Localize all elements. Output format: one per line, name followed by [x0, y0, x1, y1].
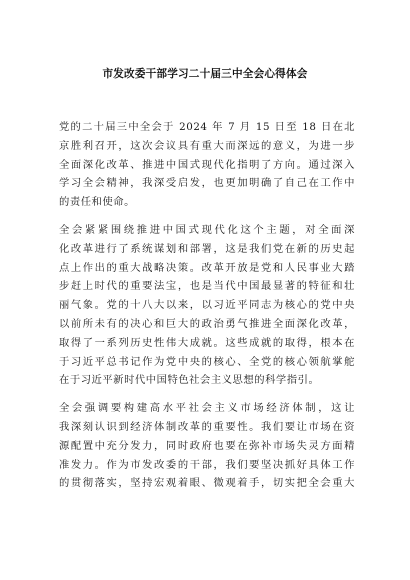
- text-line: 的责任和使命。: [59, 196, 135, 209]
- text-line: 在于习近平新时代中国特色社会主义思想的科学指引。: [59, 374, 320, 387]
- text-line: 全会紧紧围绕推进中国式现代化这个主题，对全面深: [59, 223, 355, 236]
- text-line: 全会强调要构建高水平社会主义市场经济体制，这让: [59, 402, 355, 415]
- text-line: 党的二十届三中全会于 2024 年 7 月 15 日至 18 日在北: [59, 121, 355, 133]
- text-line: 于习近平总书记作为党中央的核心、全党的核心领航掌舵: [59, 355, 355, 368]
- text-line: 化改革进行了系统谋划和部署，这是我们党在新的历史起: [59, 242, 355, 255]
- text-line: 丽气象。党的十八大以来，以习近平同志为核心的党中央: [59, 299, 355, 312]
- text-line: 全面深化改革、推进中国式现代化指明了方向。通过深入: [59, 158, 355, 171]
- text-line: 源配置中充分发力，同时政府也要在弥补市场失灵方面精: [59, 439, 355, 452]
- text-line: 点上作出的重大战略决策。改革开放是党和人民事业大踏: [59, 261, 355, 274]
- text-line: 京胜利召开，这次会议具有重大而深远的意义，为进一步: [59, 139, 355, 152]
- paragraph: [59, 399, 355, 493]
- text-line: 以前所未有的决心和巨大的政治勇气推进全面深化改革，: [59, 317, 355, 330]
- paragraph: [59, 118, 355, 212]
- paragraph: [59, 221, 355, 390]
- text-line: 步赶上时代的重要法宝，也是当代中国最显著的特征和壮: [59, 280, 355, 293]
- document-body: [59, 118, 355, 502]
- text-line: 取得了一系列历史性伟大成就。这些成就的取得，根本在: [59, 336, 355, 349]
- document-title: 市发改委干部学习二十届三中全会心得体会: [102, 68, 308, 80]
- text-line: 准发力。作为市发改委的干部，我们要坚决抓好具体工作: [59, 458, 355, 471]
- text-line: 学习全会精神，我深受启发，也更加明确了自己在工作中: [59, 177, 355, 190]
- text-line: 我深刻认识到经济体制改革的重要性。我们要让市场在资: [59, 420, 355, 433]
- text-line: 的贯彻落实，坚持宏观着眼、微观着手，切实把全会重大: [59, 477, 355, 490]
